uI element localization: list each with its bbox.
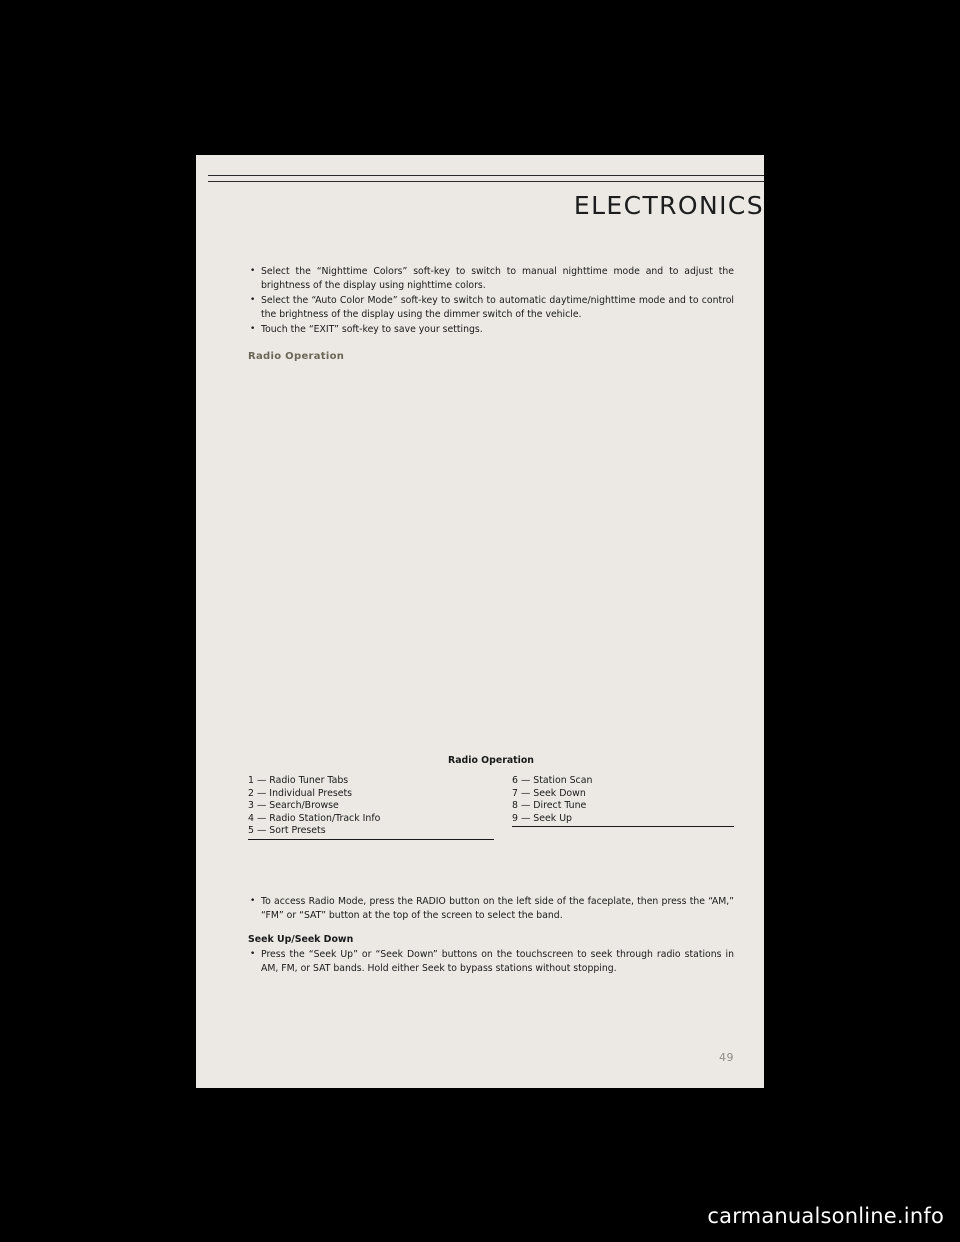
figure-caption: Radio Operation <box>448 755 534 766</box>
radio-mode-bullet-list <box>248 895 734 922</box>
list-item: 2 — Individual Presets <box>248 787 353 799</box>
page-title: ELECTRONICS <box>573 191 764 220</box>
legend-list-right <box>512 775 734 825</box>
list-item: 9 — Seek Up <box>512 812 573 824</box>
list-item: 1 — Radio Tuner Tabs <box>248 775 349 786</box>
header-rule-lower <box>208 181 764 182</box>
list-item: • Select the “Nighttime Colors” soft-key to switch to manual nighttime mode and to adjust the brightness of the display using nighttime colors. <box>248 265 734 292</box>
figure-legend-block <box>248 755 734 840</box>
lower-section <box>248 895 734 977</box>
list-item: 8 — Direct Tune <box>512 800 587 811</box>
intro-section <box>248 265 734 362</box>
section-heading-radio-operation: Radio Operation <box>248 350 345 362</box>
list-item: • To access Radio Mode, press the RADIO button on the left side of the faceplate, then press the “AM,” “FM” or “SAT” button at the top of the screen to select the band. <box>248 895 734 922</box>
list-item: • Press the “Seek Up” or “Seek Down” buttons on the touchscreen to seek through radio stations in AM, FM, or SAT bands. Hold either Seek to bypass stations without stopping. <box>248 948 734 975</box>
list-item: 5 — Sort Presets <box>248 825 326 836</box>
site-watermark: carmanualsonline.info <box>707 1204 944 1228</box>
legend-column-left <box>248 775 494 840</box>
list-item: 6 — Station Scan <box>512 775 593 786</box>
header-rule-upper <box>208 175 764 176</box>
legend-underline-left <box>248 839 494 840</box>
list-item: • Select the “Auto Color Mode” soft-key to switch to automatic daytime/nighttime mode and to control the brightness of the display using the dimmer switch of the vehicle. <box>248 294 734 321</box>
seek-bullet-list <box>248 948 734 975</box>
page-content <box>196 155 764 1088</box>
list-item: • Touch the “EXIT” soft-key to save your settings. <box>248 323 734 337</box>
legend-column-right <box>512 775 734 827</box>
legend-list-left <box>248 775 494 838</box>
legend-underline-right <box>512 826 734 827</box>
section-heading-seek: Seek Up/Seek Down <box>248 934 354 946</box>
list-item: 7 — Seek Down <box>512 787 586 799</box>
manual-page <box>196 155 764 1088</box>
intro-bullet-list <box>248 265 734 337</box>
page-number: 49 <box>719 1051 734 1064</box>
list-item: 4 — Radio Station/Track Info <box>248 812 381 824</box>
list-item: 3 — Search/Browse <box>248 800 339 811</box>
figure-legend <box>248 775 734 840</box>
